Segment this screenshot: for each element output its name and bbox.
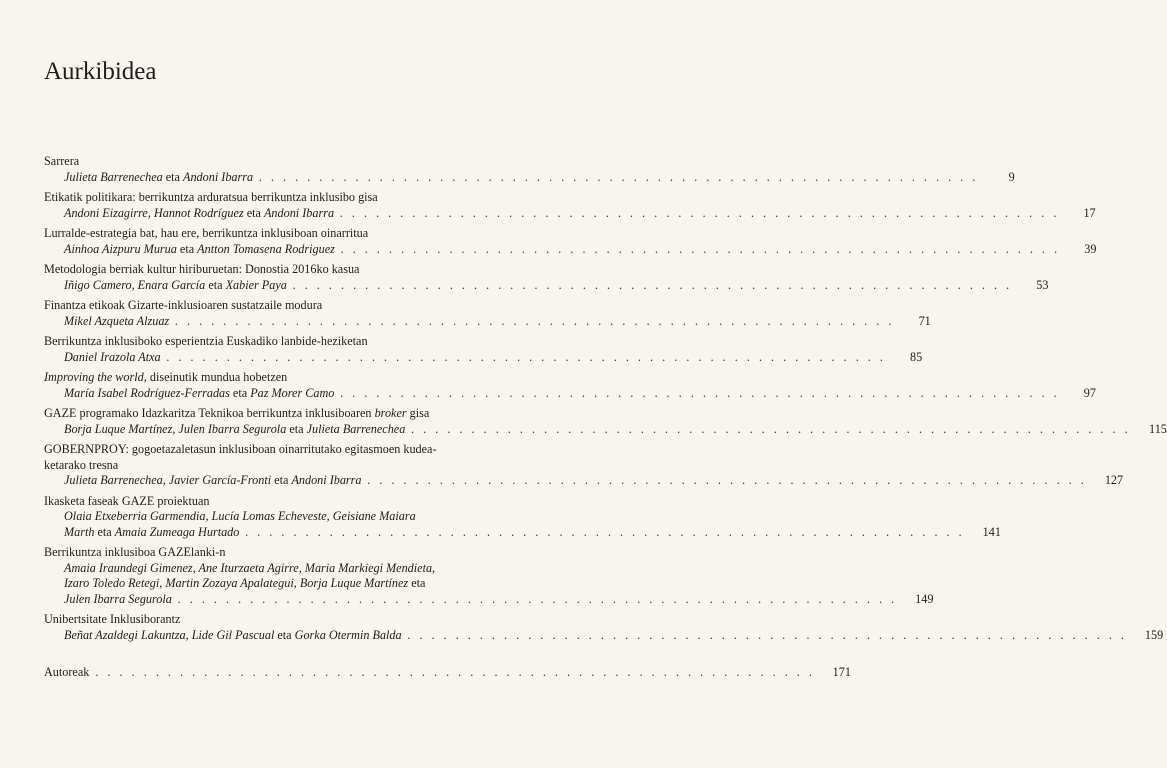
connector: eta [205, 277, 226, 292]
connector: eta [176, 241, 198, 256]
toc-entry[interactable] [44, 190, 1096, 221]
page-number: 141 [982, 524, 1001, 539]
toc-entry[interactable] [44, 545, 934, 607]
page-number: 85 [909, 349, 923, 364]
entry-authors [64, 525, 239, 541]
connector: eta [274, 627, 295, 642]
dot-leader: . . . . . . . . . . . . . . . . . . . . . . . . . . . . . . . . . . . . . . . . . . . . . . . . . . . . . . . . . . . . [340, 385, 1060, 400]
page-number: 71 [918, 313, 931, 328]
page-number: 97 [1083, 385, 1096, 400]
toc-entry[interactable] [44, 298, 931, 329]
page-number: 159 [1144, 627, 1164, 642]
toc-row [44, 665, 851, 681]
author-name: Marth [64, 524, 95, 539]
author-name: Iñigo Camero, Enara García [64, 277, 206, 292]
page-number: 127 [1104, 473, 1124, 487]
entry-title: Unibertsitate Inklusiborantz [44, 612, 181, 626]
toc-entry[interactable] [44, 665, 851, 681]
entry-title: Berrikuntza inklusiboa GAZElanki-n [44, 545, 226, 559]
dot-leader: . . . . . . . . . . . . . . . . . . . . . . . . . . . . . . . . . . . . . . . . . . . . . . . . . . . . . . . . . . . . [340, 241, 1061, 256]
author-name: Borja Luque Martínez, Julen Ibarra Segurola [64, 421, 287, 436]
author-name: Daniel Irazola Atxa [64, 349, 161, 364]
author-name: Izaro Toledo Retegi, Martin Zozaya Apalategui, Borja Luque Martínez [64, 576, 409, 590]
author-name: Gorka Otermin Balda [294, 627, 402, 642]
entry-authors [64, 576, 425, 590]
toc-entry[interactable] [44, 334, 923, 365]
dot-leader: . . . . . . . . . . . . . . . . . . . . . . . . . . . . . . . . . . . . . . . . . . . . . . . . . . . . . . . . . . . . [166, 349, 887, 364]
dot-leader: . . . . . . . . . . . . . . . . . . . . . . . . . . . . . . . . . . . . . . . . . . . . . . . . . . . . . . . . . . . . [407, 627, 1128, 642]
toc-entry[interactable] [44, 406, 1167, 437]
toc-entry[interactable] [44, 370, 1096, 401]
author-name: Julieta Barrenechea, Javier García-Fronti [64, 473, 272, 487]
toc-entry[interactable] [44, 493, 1001, 541]
entry-title: Etikatik politikara: berrikuntza arduratsua berrikuntza inklusibo gisa [44, 190, 378, 204]
page-title: Aurkibidea [44, 58, 157, 85]
connector: eta [162, 169, 184, 184]
entry-authors [64, 386, 334, 402]
entry-title: Ikasketa faseak GAZE proiektuan [44, 493, 210, 508]
toc-entry[interactable] [44, 612, 1164, 643]
title-part: broker [374, 406, 407, 420]
page-number: 39 [1084, 241, 1097, 256]
entry-authors [64, 170, 253, 186]
entry-title: Berrikuntza inklusiboko esperientzia Euskadiko lanbide-heziketan [44, 334, 368, 348]
entry-authors [64, 314, 169, 330]
dot-leader: . . . . . . . . . . . . . . . . . . . . . . . . . . . . . . . . . . . . . . . . . . . . . . . . . . . . . . . . . . . . [367, 473, 1088, 487]
author-line [44, 561, 500, 577]
author-name: Andoni Ibarra [263, 205, 335, 220]
page-number: 115 [1149, 421, 1167, 436]
author-name: Amaia Iraundegi Gimenez, Ane Iturzaeta Agirre, Maria Markiegi Mendieta, [64, 560, 436, 575]
dot-leader: . . . . . . . . . . . . . . . . . . . . . . . . . . . . . . . . . . . . . . . . . . . . . . . . . . . . . . . . . . . . [95, 665, 815, 679]
dot-leader: . . . . . . . . . . . . . . . . . . . . . . . . . . . . . . . . . . . . . . . . . . . . . . . . . . . . . . . . . . . . [340, 205, 1060, 220]
toc-row [44, 591, 934, 608]
author-name: Ainhoa Aizpuru Murua [64, 241, 177, 256]
toc-row [44, 627, 1164, 644]
toc-row [44, 313, 931, 330]
toc-entry[interactable] [44, 154, 1015, 185]
dot-leader: . . . . . . . . . . . . . . . . . . . . . . . . . . . . . . . . . . . . . . . . . . . . . . . . . . . . . . . . . . . . [175, 313, 895, 328]
entry-authors [64, 509, 416, 523]
dot-leader: . . . . . . . . . . . . . . . . . . . . . . . . . . . . . . . . . . . . . . . . . . . . . . . . . . . . . . . . . . . . [245, 524, 965, 539]
entry-title [44, 406, 500, 422]
page-number: 17 [1083, 205, 1096, 220]
entry-authors [64, 206, 334, 222]
connector: eta [94, 524, 115, 539]
page-number: 9 [1008, 169, 1015, 184]
toc-entry[interactable] [44, 226, 1097, 257]
author-name: Olaia Etxeberria Garmendia, Lucía Lomas Echeveste, Geisiane Maiara [64, 509, 416, 523]
author-name: Andoni Ibarra [291, 473, 362, 487]
author-name: Julieta Barrenechea [64, 169, 163, 184]
dot-leader: . . . . . . . . . . . . . . . . . . . . . . . . . . . . . . . . . . . . . . . . . . . . . . . . . . . . . . . . . . . . [177, 591, 898, 606]
author-name: María Isabel Rodríguez-Ferradas [64, 385, 230, 400]
author-name: Paz Morer Camo [250, 385, 335, 400]
entry-title: Lurralde-estrategia bat, hau ere, berrikuntza inklusiboan oinarritua [44, 226, 369, 240]
entry-authors [64, 422, 405, 438]
entry-authors [64, 592, 172, 608]
entry-title: Finantza etikoak Gizarte-inklusioaren sustatzaile modura [44, 298, 323, 312]
entry-title: ketarako tresna [44, 457, 119, 472]
toc-row [44, 524, 1001, 541]
entry-authors [64, 473, 362, 489]
author-name: Antton Tomasena Rodriguez [197, 241, 335, 256]
dot-leader: . . . . . . . . . . . . . . . . . . . . . . . . . . . . . . . . . . . . . . . . . . . . . . . . . . . . . . . . . . . . [259, 169, 979, 184]
toc-row [44, 277, 1049, 294]
author-name: Xabier Paya [225, 277, 287, 292]
entry-title: Autoreak [44, 665, 90, 679]
table-of-contents [44, 154, 1167, 686]
entry-title: Metodologia berriak kultur hiriburuetan: Donostia 2016ko kasua [44, 262, 360, 276]
dot-leader: . . . . . . . . . . . . . . . . . . . . . . . . . . . . . . . . . . . . . . . . . . . . . . . . . . . . . . . . . . . . [292, 277, 1013, 292]
connector: eta [243, 205, 264, 220]
entry-authors [64, 242, 335, 258]
author-name: Andoni Ibarra [183, 169, 254, 184]
author-name: Andoni Eizagirre, Hannot Rodríguez [64, 205, 244, 220]
title-part: Improving the world [44, 370, 144, 384]
entry-title: Sarrera [44, 154, 80, 168]
toc-row [44, 421, 1167, 438]
author-name: Mikel Azqueta Alzuaz [64, 313, 170, 328]
dot-leader: . . . . . . . . . . . . . . . . . . . . . . . . . . . . . . . . . . . . . . . . . . . . . . . . . . . . . . . . . . . . [411, 421, 1131, 436]
page-number: 171 [832, 665, 851, 679]
author-name: Julen Ibarra Segurola [64, 591, 172, 606]
page-number: 53 [1036, 277, 1049, 292]
entry-authors [64, 561, 435, 575]
connector: eta [271, 473, 292, 487]
author-name: Amaia Zumeaga Hurtado [114, 524, 240, 539]
title-part: GAZE programako Idazkaritza Teknikoa berrikuntza inklusiboaren [44, 406, 375, 420]
page-number: 149 [915, 591, 934, 606]
toc-entry[interactable] [44, 262, 1049, 293]
connector: eta [229, 385, 251, 400]
toc-row [44, 241, 1097, 258]
toc-row [44, 349, 923, 366]
toc-entry[interactable] [44, 442, 1124, 489]
author-name: Beñat Azaldegi Lakuntza, Lide Gil Pascual [64, 627, 275, 642]
connector: eta [408, 576, 426, 590]
entry-authors [64, 278, 287, 294]
author-line [44, 509, 500, 525]
author-line [44, 576, 500, 592]
toc-row [44, 205, 1096, 222]
entry-title: GOBERNPROY: gogoetazaletasun inklusiboan oinarritutako egitasmoen kudea- [44, 442, 437, 456]
entry-authors [64, 628, 402, 644]
toc-row [44, 473, 1124, 489]
connector: eta [286, 421, 307, 436]
entry-title [44, 370, 500, 386]
toc-row [44, 169, 1015, 186]
toc-row [44, 385, 1096, 402]
title-part: , diseinutik mundua hobetzen [143, 370, 288, 384]
author-name: Julieta Barrenechea [306, 421, 406, 436]
entry-authors [64, 350, 161, 366]
title-part: gisa [406, 406, 430, 420]
